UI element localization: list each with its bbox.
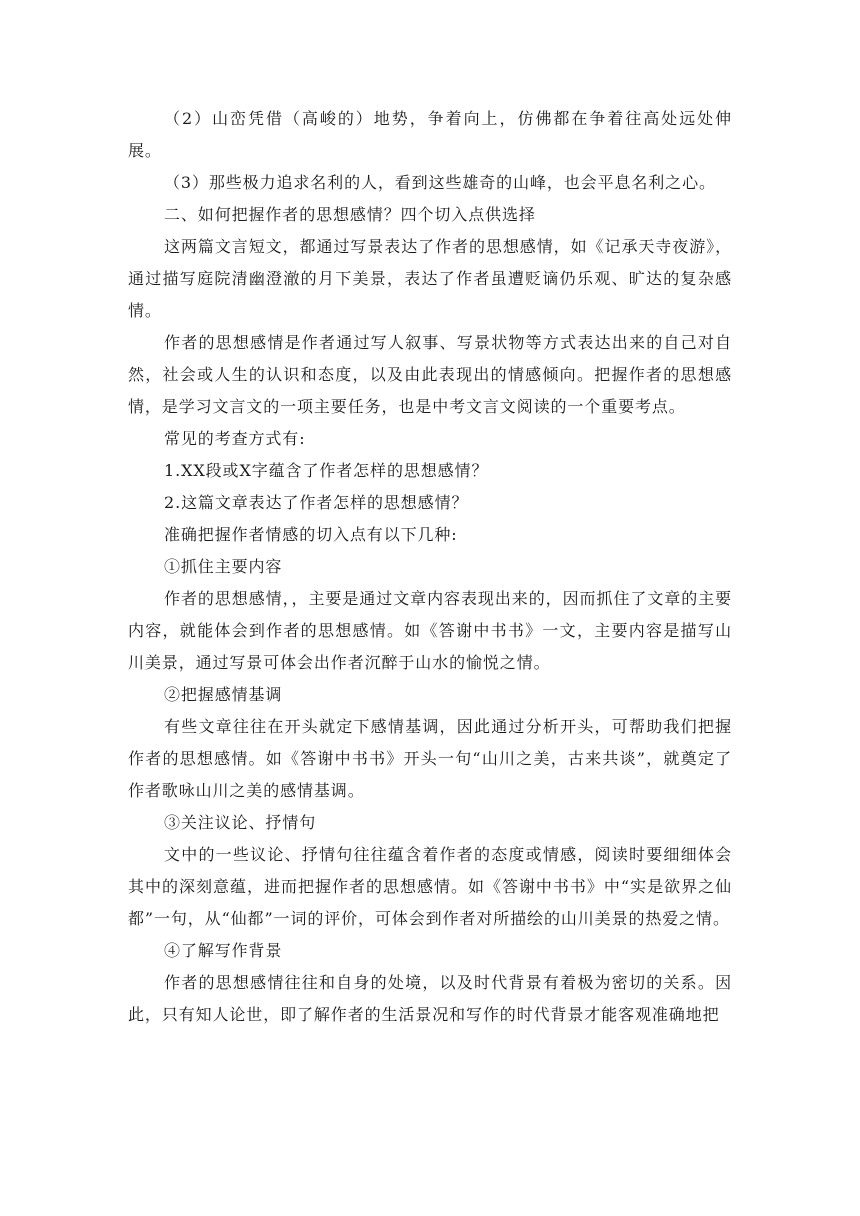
paragraph-exam-methods: 常见的考查方式有: <box>164 429 306 448</box>
list-item-question-2: 2.这篇文章表达了作者怎样的思想感情？ <box>164 493 469 512</box>
section-heading: 二、如何把握作者的思想感情？四个切入点供选择 <box>164 205 536 224</box>
list-item-question-1: 1.XX段或X字蕴含了作者怎样的思想感情？ <box>164 461 489 480</box>
subheading-main-content: ①抓住主要内容 <box>164 557 283 576</box>
paragraph-translation-2: （2）山峦凭借（高峻的）地势，争着向上，仿佛都在争着往高处远处伸展。 <box>128 109 732 160</box>
subheading-emotional-tone: ②把握感情基调 <box>164 685 283 704</box>
paragraph-emotional-tone: 有些文章往往在开头就定下感情基调，因此通过分析开头，可帮助我们把握作者的思想感情。如《答谢中书书》开头一句“山川之美，古来共谈”，就奠定了作者歌咏山川之美的感情基调。 <box>128 717 732 800</box>
paragraph-lyrical-sentences: 文中的一些议论、抒情句往往蕴含着作者的态度或情感，阅读时要细细体会其中的深刻意蕴，进而把握作者的思想感情。如《答谢中书书》中“实是欲界之仙都”一句，从“仙都”一词的评价，可体会到作者对所描绘的山川美景的热爱之情。 <box>128 845 732 928</box>
subheading-background: ④了解写作背景 <box>164 941 283 960</box>
subheading-lyrical-sentences: ③关注议论、抒情句 <box>164 813 317 832</box>
paragraph-intro: 这两篇文言短文，都通过写景表达了作者的思想感情，如《记承天寺夜游》，通过描写庭院清幽澄澈的月下美景，表达了作者虽遭贬谪仍乐观、旷达的复杂感情。 <box>128 237 732 320</box>
paragraph-main-content: 作者的思想感情，，主要是通过文章内容表现出来的，因而抓住了文章的主要内容，就能体会到作者的思想感情。如《答谢中书书》一文，主要内容是描写山川美景，通过写景可体会出作者沉醉于山水的愉悦之情。 <box>128 589 732 672</box>
paragraph-translation-3: （3）那些极力追求名利的人，看到这些雄奇的山峰，也会平息名利之心。 <box>164 173 716 192</box>
paragraph-background: 作者的思想感情往往和自身的处境，以及时代背景有着极为密切的关系。因此，只有知人论世，即了解作者的生活景况和写作的时代背景才能客观准确地把 <box>128 973 732 1024</box>
document-body <box>128 103 732 1031</box>
paragraph-definition: 作者的思想感情是作者通过写人叙事、写景状物等方式表达出来的自己对自然，社会或人生的认识和态度，以及由此表现出的情感倾向。把握作者的思想感情，是学习文言文的一项主要任务，也是中考文言文阅读的一个重要考点。 <box>128 333 732 416</box>
paragraph-entry-points: 准确把握作者情感的切入点有以下几种: <box>164 525 458 544</box>
